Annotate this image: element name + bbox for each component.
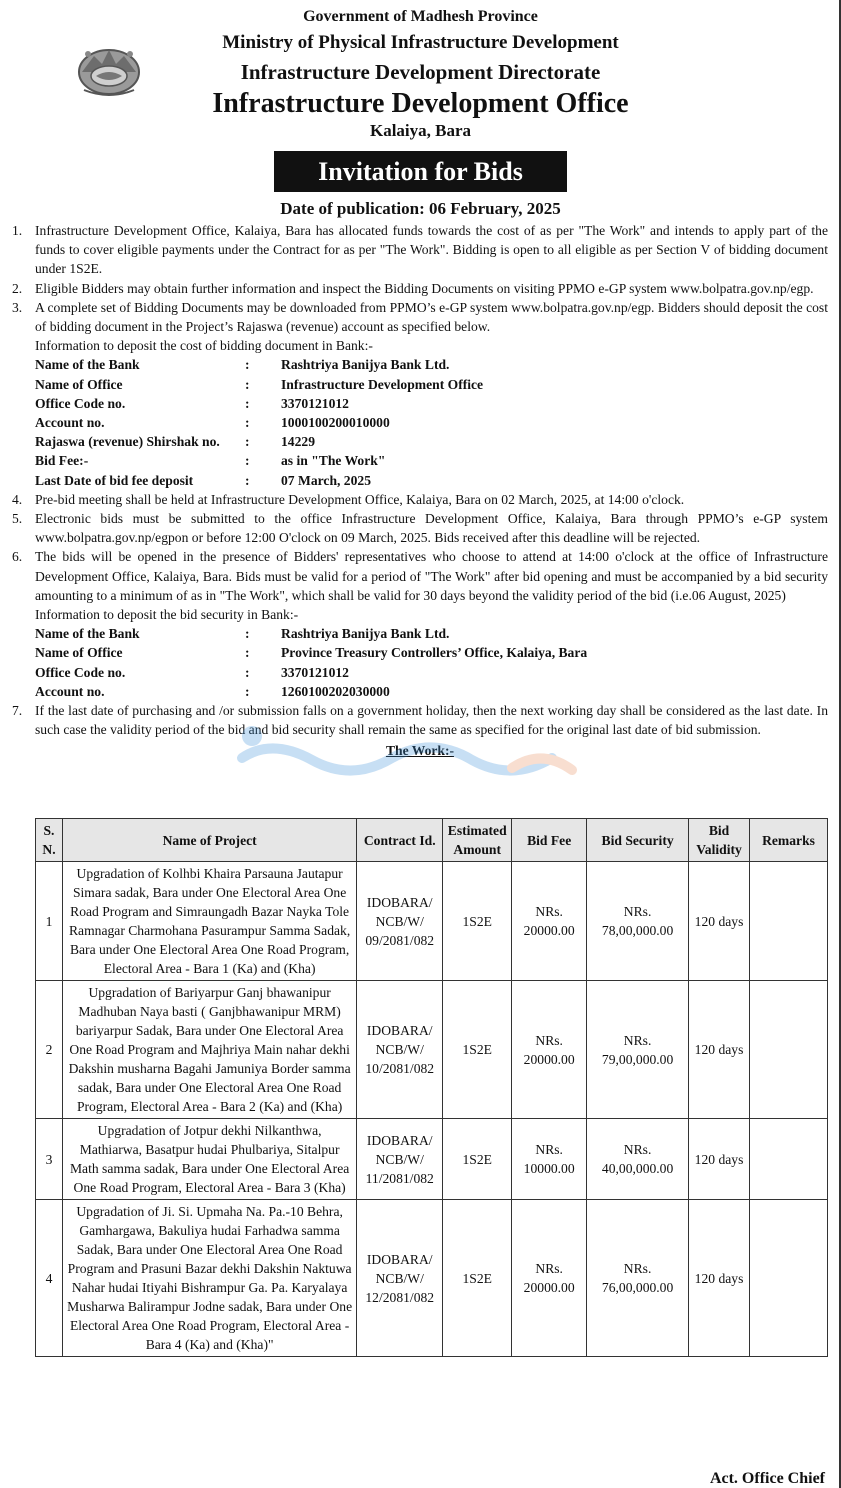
deposit-field: Last Date of bid fee deposit : 07 March, 2025	[35, 472, 371, 488]
clause-4: 4. Pre-bid meeting shall be held at Infrastructure Development Office, Kalaiya, Bara on 02 March, 2025, at 14:00 o'clock.	[12, 491, 685, 507]
table-row: 1 Upgradation of Kolhbi Khaira Parsauna Jautapur Simara sadak, Bara under One Electoral Area One Road Program and Simraungadh Bazar Nayka Tole Ramnagar Charmohana Pasurampur Samma Sadak, Bara under One Electoral Area One Road Program, Electoral Area - Bara 1 (Ka) and (Kha) IDOBARA/ NCB/W/ 09/2081/082 1S2E NRs. 20000.00 NRs. 78,00,000.00 120 days	[36, 862, 828, 981]
deposit-field: Account no. : 1000100200010000	[35, 414, 390, 430]
header-security: Bid Security	[587, 819, 689, 862]
table-header-row	[36, 819, 828, 862]
table-row: 4 Upgradation of Ji. Si. Upmaha Na. Pa.-10 Behra, Gamhargawa, Bakuliya hudai Farhadwa samma Sadak, Bara under One Electoral Area One Road Program and Prasuni Bazar dekhi Dakshin Naktuwa Nahar hudai Itiyahi Bishrampur Ga. Pa. Karyalaya Musharwa Balirampur Jodne sadak, Bara under One Electoral Area One Road Program, Electoral Area - Bara 4 (Ka) and (Kha)" IDOBARA/ NCB/W/ 12/2081/082 1S2E NRs. 20000.00 NRs. 76,00,000.00 120 days	[36, 1200, 828, 1357]
header-fee: Bid Fee	[512, 819, 587, 862]
publication-date: Date of publication: 06 February, 2025	[280, 199, 561, 218]
header-validity: Bid Validity	[689, 819, 750, 862]
table-row: 2 Upgradation of Bariyarpur Ganj bhawanipur Madhuban Naya basti ( Ganjbhawanipur MRM) bariyarpur Sadak, Bara under One Electoral Area One Road Program and Majhriya Main nahar dekhi Dakshin musharna Bagahi Jamuniya Border samma sadak, Bara under One Electoral Area One Road Program, Electoral Area - Bara 2 (Ka) and (Kha) IDOBARA/ NCB/W/ 10/2081/082 1S2E NRs. 20000.00 NRs. 79,00,000.00 120 days	[36, 981, 828, 1119]
invitation-banner: Invitation for Bids	[274, 151, 567, 192]
deposit-intro: Information to deposit the cost of bidding document in Bank:-	[35, 338, 373, 354]
deposit-field: Name of Office : Infrastructure Development Office	[35, 376, 484, 392]
security-field: Name of Office : Province Treasury Controllers’ Office, Kalaiya, Bara	[35, 645, 588, 661]
clause-1: 1. Infrastructure Development Office, Kalaiya, Bara has allocated funds towards the cost of as per "The Work" and intends to apply part of the funds to cover eligible payments under the Contract for as per "The Work". Bidding is open to all eligible as per Section V of bidding document under 1S2E.	[12, 223, 828, 277]
header-office: Infrastructure Development Office	[212, 88, 629, 119]
header-remarks: Remarks	[750, 819, 828, 862]
header-directorate: Infrastructure Development Directorate	[240, 60, 601, 84]
header-amount: Estimated Amount	[443, 819, 512, 862]
clause-6: 6. The bids will be opened in the presence of Bidders' representatives who choose to attend at 14:00 o'clock at the office of Infrastructure Development Office, Kalaiya, Bara. Bids must be valid for a period of "The Work" after bid opening and must be accompanied by a bid security amounting to a minimum of as in "The Work", which shall be valid for 30 days beyond the validity period of the bid (i.e.06 August, 2025)	[12, 549, 828, 603]
header-location: Kalaiya, Bara	[369, 121, 472, 140]
security-field: Office Code no. : 3370121012	[35, 664, 349, 680]
clause-5: 5. Electronic bids must be submitted to the office Infrastructure Development Office, Kalaiya, Bara through PPMO’s e-GP system www.bolpatra.gov.np/egpon or before 12:00 O'clock on 09 March, 2025. Bids received after this deadline will be rejected.	[12, 510, 828, 546]
notice-body	[12, 221, 828, 761]
header-sn: S. N.	[36, 819, 63, 862]
deposit-field: Office Code no. : 3370121012	[35, 395, 349, 411]
header-name: Name of Project	[62, 819, 356, 862]
header-government: Government of Madhesh Province	[303, 8, 538, 25]
deposit-field: Bid Fee:- : as in "The Work"	[35, 453, 386, 469]
security-intro: Information to deposit the bid security in Bank:-	[35, 606, 299, 622]
work-title: The Work:-	[385, 743, 455, 759]
clause-7: 7. If the last date of purchasing and /or submission falls on a government holiday, then the next working day shall be considered as the last date. In such case the validity period of the bid and bid security shall remain the same as specified for the original last date of bid submission.	[12, 702, 828, 738]
table-row: 3 Upgradation of Jotpur dekhi Nilkanthwa, Mathiarwa, Basatpur hudai Phulbariya, Sitalpur Math samma sadak, Bara under One Electoral Area One Road Program, Electoral Area - Bara 3 (Kha) IDOBARA/ NCB/W/ 11/2081/082 1S2E NRs. 10000.00 NRs. 40,00,000.00 120 days	[36, 1119, 828, 1200]
clause-2: 2. Eligible Bidders may obtain further information and inspect the Bidding Documents on visiting PPMO e-GP system www.bolpatra.gov.np/egp.	[12, 280, 814, 296]
deposit-field: Name of the Bank : Rashtriya Banijya Bank Ltd.	[35, 357, 450, 373]
work-table	[35, 818, 828, 1357]
deposit-field: Rajaswa (revenue) Shirshak no. : 14229	[35, 434, 315, 450]
watermark-logo-icon	[232, 718, 592, 802]
security-field: Name of the Bank : Rashtriya Banijya Bank Ltd.	[35, 626, 450, 642]
header-ministry: Ministry of Physical Infrastructure Development	[222, 32, 619, 53]
security-field: Account no. : 1260100202030000	[35, 683, 390, 699]
header-contract: Contract Id.	[357, 819, 443, 862]
signatory-title: Act. Office Chief	[709, 1470, 825, 1487]
clause-3: 3. A complete set of Bidding Documents may be downloaded from PPMO’s e-GP system www.bolpatra.gov.np/egp. Bidders should deposit the cost of bidding document in the Project’s Rajaswa (revenue) account as specified below.	[12, 299, 828, 335]
